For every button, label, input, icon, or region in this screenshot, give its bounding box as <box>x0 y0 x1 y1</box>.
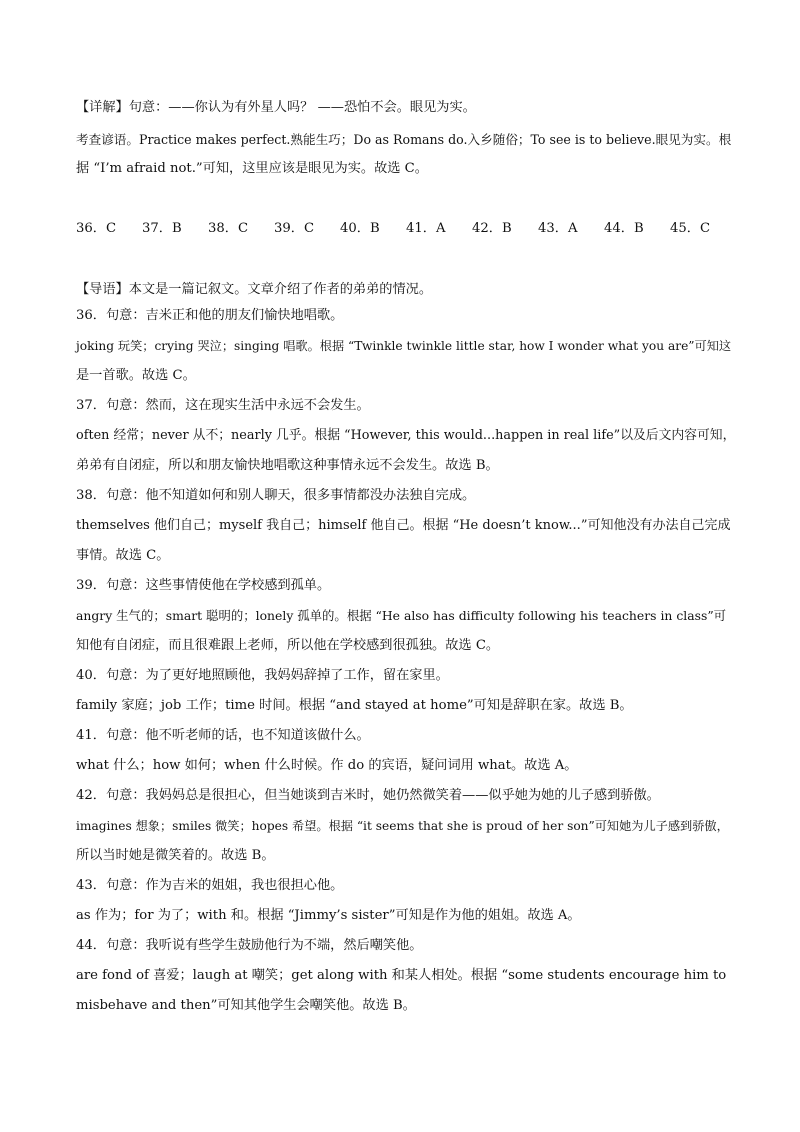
answer-item: 37．B <box>142 221 182 236</box>
item-explanation: 知他有自闭症，而且很难跟上老师，所以他在学校感到很孤独。故选 C。 <box>76 638 500 653</box>
explanation-line: 据 “I’m afraid not.”可知，这里应该是眼见为实。故选 C。 <box>76 161 428 176</box>
item-question: 38．句意：他不知道如何和别人聊天，很多事情都没办法独自完成。 <box>76 488 476 503</box>
item-explanation: family 家庭；job 工作；time 时间。根据 “and stayed at home”可知是辞职在家。故选 B。 <box>76 698 633 713</box>
item-question: 36．句意：吉米正和他的朋友们愉快地唱歌。 <box>76 308 344 323</box>
item-question: 42．句意：我妈妈总是很担心，但当她谈到吉米时，她仍然微笑着——似乎她为她的儿子感到骄傲。 <box>76 788 660 803</box>
item-explanation: 所以当时她是微笑着的。故选 B。 <box>76 848 275 863</box>
item-explanation: 是一首歌。故选 C。 <box>76 368 196 383</box>
answer-item: 44．B <box>604 221 644 236</box>
item-explanation: what 什么；how 如何；when 什么时候。作 do 的宾语，疑问词用 what。故选 A。 <box>76 758 578 773</box>
answer-item: 38．C <box>208 221 249 236</box>
answer-item: 40．B <box>340 221 380 236</box>
item-question: 40．句意：为了更好地照顾他，我妈妈辞掉了工作，留在家里。 <box>76 668 449 683</box>
answer-item: 36．C <box>76 221 117 236</box>
item-question: 39．句意：这些事情使他在学校感到孤单。 <box>76 578 331 593</box>
item-explanation: imagines 想象；smiles 微笑；hopes 希望。根据 “it seems that she is proud of her son”可知她为儿子感到骄傲， <box>76 819 729 833</box>
answer-item: 45．C <box>670 221 711 236</box>
item-question: 43．句意：作为吉米的姐姐，我也很担心他。 <box>76 878 344 893</box>
item-explanation: joking 玩笑；crying 哭泣；singing 唱歌。根据 “Twinkle twinkle little star, how I wonder what you are”可知这 <box>76 339 732 353</box>
explanation-line: 考查谚语。Practice makes perfect.熟能生巧；Do as Romans do.入乡随俗；To see is to believe.眼见为实。根 <box>76 132 732 147</box>
answer-item: 43．A <box>538 221 578 236</box>
guide-heading: 【导语】本文是一篇记叙文。文章介绍了作者的弟弟的情况。 <box>76 282 433 297</box>
item-explanation: often 经常；never 从不；nearly 几乎。根据 “However, this would...happen in real life”以及后文内容可知， <box>76 428 736 443</box>
item-question: 41．句意：他不听老师的话，也不知道该做什么。 <box>76 728 370 743</box>
explanation-header: 【详解】句意：——你认为有外星人吗？ ——恐怕不会。眼见为实。 <box>76 100 476 115</box>
answer-item: 39．C <box>274 221 315 236</box>
item-explanation: 弟弟有自闭症，所以和朋友愉快地唱歌这种事情永远不会发生。故选 B。 <box>76 458 499 473</box>
answer-item: 41．A <box>406 221 446 236</box>
item-question: 37．句意：然而，这在现实生活中永远不会发生。 <box>76 398 370 413</box>
item-explanation: as 作为；for 为了；with 和。根据 “Jimmy’s sister”可知是作为他的姐姐。故选 A。 <box>76 908 581 923</box>
item-explanation: 事情。故选 C。 <box>76 548 170 563</box>
item-explanation: themselves 他们自己；myself 我自己；himself 他自己。根据 “He doesn’t know...”可知他没有办法自己完成 <box>76 518 731 533</box>
answer-item: 42．B <box>472 221 512 236</box>
item-explanation: angry 生气的；smart 聪明的；lonely 孤单的。根据 “He also has difficulty following his teachers in class”可 <box>76 608 727 623</box>
item-explanation: are fond of 喜爱；laugh at 嘲笑；get along with 和某人相处。根据 “some students encourage him to <box>76 968 727 983</box>
item-explanation: misbehave and then”可知其他学生会嘲笑他。故选 B。 <box>76 998 416 1013</box>
answer-key <box>76 220 736 238</box>
item-question: 44．句意：我听说有些学生鼓励他行为不端，然后嘲笑他。 <box>76 938 423 953</box>
